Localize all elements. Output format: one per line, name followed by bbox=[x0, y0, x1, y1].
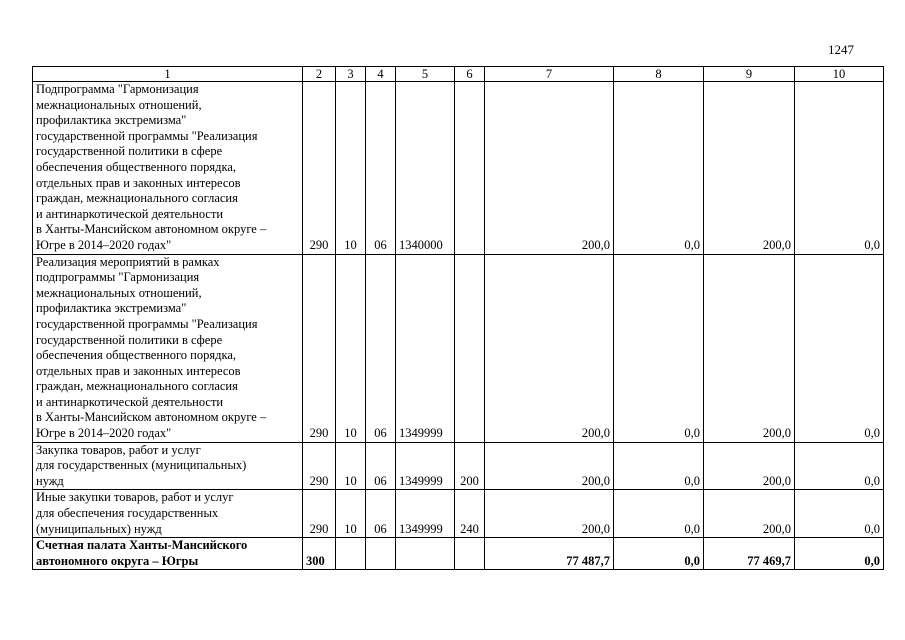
page-number: 1247 bbox=[828, 42, 854, 57]
amount-col9: 77 469,7 bbox=[704, 538, 795, 570]
subsection-code: 06 bbox=[366, 442, 396, 490]
admin-code: 290 bbox=[303, 254, 336, 442]
section-code bbox=[336, 538, 366, 570]
column-header: 7 bbox=[485, 67, 614, 82]
amount-subventions: 0,0 bbox=[614, 254, 704, 442]
amount-col10: 0,0 bbox=[795, 254, 884, 442]
amount-total: 200,0 bbox=[485, 254, 614, 442]
column-header: 6 bbox=[455, 67, 485, 82]
header-row bbox=[33, 67, 884, 82]
column-header: 1 bbox=[33, 67, 303, 82]
subsection-code bbox=[366, 538, 396, 570]
expense-type-code: 200 bbox=[455, 442, 485, 490]
table-row bbox=[33, 442, 884, 490]
column-header: 10 bbox=[795, 67, 884, 82]
admin-code: 290 bbox=[303, 490, 336, 538]
row-name: Иные закупки товаров, работ и услуг для обеспечения государственных (муниципальных) нужд bbox=[33, 490, 303, 538]
target-article-code: 1349999 bbox=[396, 442, 455, 490]
amount-subventions: 0,0 bbox=[614, 442, 704, 490]
amount-col10: 0,0 bbox=[795, 82, 884, 255]
row-name: Закупка товаров, работ и услуг для государственных (муниципальных) нужд bbox=[33, 442, 303, 490]
admin-code: 290 bbox=[303, 442, 336, 490]
table-row bbox=[33, 490, 884, 538]
column-header: 3 bbox=[336, 67, 366, 82]
budget-table bbox=[32, 66, 884, 570]
expense-type-code bbox=[455, 254, 485, 442]
amount-col9: 200,0 bbox=[704, 254, 795, 442]
expense-type-code: 240 bbox=[455, 490, 485, 538]
subsection-code: 06 bbox=[366, 82, 396, 255]
target-article-code: 1349999 bbox=[396, 490, 455, 538]
amount-col9: 200,0 bbox=[704, 82, 795, 255]
subsection-code: 06 bbox=[366, 254, 396, 442]
column-header: 9 bbox=[704, 67, 795, 82]
column-header: 8 bbox=[614, 67, 704, 82]
section-code: 10 bbox=[336, 254, 366, 442]
row-name: Реализация мероприятий в рамках подпрограммы "Гармонизация межнациональных отношений, профилактика экстремизма" государственной программы "Реализация государственной политики в сфере обеспечения общественного порядка, отдельных прав и законных интересов граждан, межнационального согласия и антинаркотической деятельности в Ханты-Мансийском автономном округе – Югре в 2014–2020 годах" bbox=[33, 254, 303, 442]
column-header: 2 bbox=[303, 67, 336, 82]
section-code: 10 bbox=[336, 490, 366, 538]
table-row-total bbox=[33, 538, 884, 570]
table-row bbox=[33, 254, 884, 442]
target-article-code: 1349999 bbox=[396, 254, 455, 442]
amount-total: 200,0 bbox=[485, 82, 614, 255]
amount-total: 200,0 bbox=[485, 442, 614, 490]
amount-subventions: 0,0 bbox=[614, 538, 704, 570]
amount-subventions: 0,0 bbox=[614, 82, 704, 255]
amount-total: 200,0 bbox=[485, 490, 614, 538]
amount-col10: 0,0 bbox=[795, 490, 884, 538]
row-name: Подпрограмма "Гармонизация межнациональных отношений, профилактика экстремизма" государственной программы "Реализация государственной политики в сфере обеспечения общественного порядка, отдельных прав и законных интересов граждан, межнационального согласия и антинаркотической деятельности в Ханты-Мансийском автономном округе – Югре в 2014–2020 годах" bbox=[33, 82, 303, 255]
admin-code: 300 bbox=[303, 538, 336, 570]
column-header: 5 bbox=[396, 67, 455, 82]
amount-col9: 200,0 bbox=[704, 490, 795, 538]
amount-subventions: 0,0 bbox=[614, 490, 704, 538]
expense-type-code bbox=[455, 82, 485, 255]
admin-code: 290 bbox=[303, 82, 336, 255]
column-header: 4 bbox=[366, 67, 396, 82]
subsection-code: 06 bbox=[366, 490, 396, 538]
table-row bbox=[33, 82, 884, 255]
section-code: 10 bbox=[336, 82, 366, 255]
amount-col9: 200,0 bbox=[704, 442, 795, 490]
row-name: Счетная палата Ханты-Мансийского автономного округа – Югры bbox=[33, 538, 303, 570]
target-article-code: 1340000 bbox=[396, 82, 455, 255]
amount-col10: 0,0 bbox=[795, 442, 884, 490]
section-code: 10 bbox=[336, 442, 366, 490]
amount-total: 77 487,7 bbox=[485, 538, 614, 570]
amount-col10: 0,0 bbox=[795, 538, 884, 570]
expense-type-code bbox=[455, 538, 485, 570]
target-article-code bbox=[396, 538, 455, 570]
